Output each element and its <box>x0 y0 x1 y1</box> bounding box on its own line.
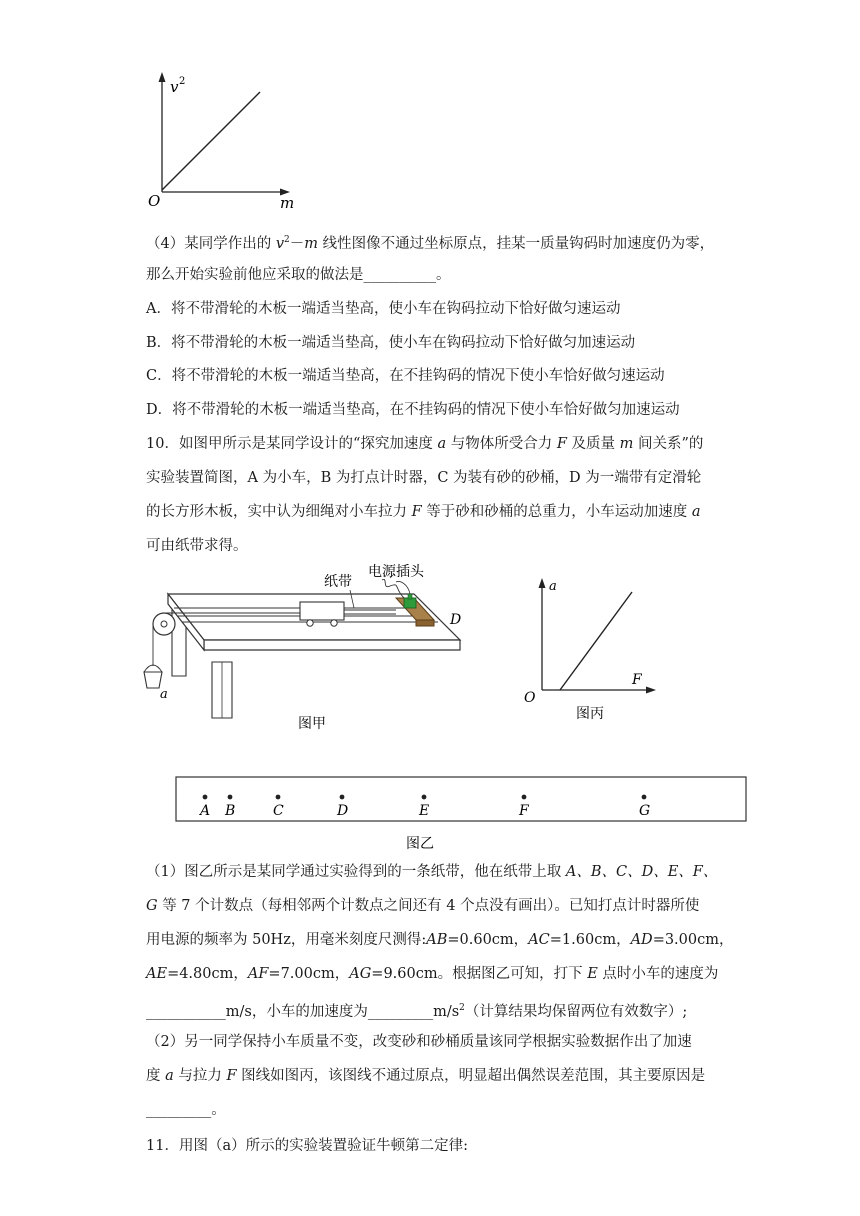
graph1-y-label: v <box>170 78 179 96</box>
tape-dot-E <box>422 795 427 800</box>
tape-dot-F <box>522 795 527 800</box>
q4-option-d: D．将不带滑轮的木板一端适当垫高，在不挂钩码的情况下使小车恰好做匀加速运动 <box>146 402 680 418</box>
caption-bing: 图丙 <box>576 706 604 722</box>
q4-option-c: C．将不带滑轮的木板一端适当垫高，在不挂钩码的情况下使小车恰好做匀速运动 <box>146 368 665 384</box>
label-a: a <box>160 687 168 702</box>
q4-option-a: A．将不带滑轮的木板一端适当垫高，使小车在钩码拉动下恰好做匀速运动 <box>146 301 621 317</box>
graph1-origin: O <box>148 192 161 210</box>
tape-dot-B <box>228 795 233 800</box>
q10-line4: 可由纸带求得。 <box>146 538 248 554</box>
q4-line2: 那么开始实验前他应采取的做法是__________。 <box>146 267 451 283</box>
q4-line1: （4）某同学作出的 $v^2-m$ 线性图像不通过坐标原点，挂某一质量钩码时加速度仍为零， <box>146 235 715 252</box>
tape-dot-D <box>340 795 345 800</box>
part1-line4: AE=4.80cm，AF=7.00cm，AG=9.60cm。根据图乙可知，打下 E 点时小车的速度为 <box>146 966 719 982</box>
tape-label-G: G <box>639 803 651 819</box>
tape-label-E: E <box>419 803 430 819</box>
part2-line1: （2）另一同学保持小车质量不变，改变砂和砂桶质量该同学根据实验数据作出了加速 <box>146 1034 692 1050</box>
part1-line3: 用电源的频率为 50Hz，用毫米刻度尺测得:AB=0.60cm，AC=1.60cm，AD=3.00cm， <box>146 932 734 948</box>
label-D: D <box>450 612 462 628</box>
label-paper-tape: 纸带 <box>324 574 352 590</box>
q10-line3: 的长方形木板，实中认为细绳对小车拉力 F 等于砂和砂桶的总重力，小车运动加速度 a <box>146 504 701 520</box>
tape-dot-A <box>203 795 208 800</box>
part1-line5: ___________m/s，小车的加速度为$\_\_\_\_\_\_\_\_\_m/s^2$（计算结果均保留两位有效数字）; <box>146 1003 688 1020</box>
dot-timer <box>404 598 416 608</box>
part2-line2: 度 a 与拉力 F 图线如图丙，该图线不通过原点，明显超出偶然误差范围，其主要原因是 <box>146 1068 706 1084</box>
tape-dot-G <box>642 795 647 800</box>
tape-label-A: A <box>200 803 211 819</box>
tape-dot-C <box>276 795 281 800</box>
paper-tape-figure <box>172 774 752 856</box>
graph-bing-y-label: a <box>549 579 557 594</box>
v2-m-graph <box>140 68 300 214</box>
graph1-y-sup: 2 <box>179 76 186 87</box>
caption-jia: 图甲 <box>298 716 326 732</box>
part2-line3: _________。 <box>146 1102 226 1118</box>
a-F-graph <box>516 572 666 728</box>
q10-line1: 10．如图甲所示是某同学设计的“探究加速度 a 与物体所受合力 F 及质量 m 间关系”的 <box>146 436 704 452</box>
part1-line2: G 等 7 个计数点（每相邻两个计数点之间还有 4 个点没有画出）。已知打点计时器所使 <box>146 898 700 914</box>
part1-line1: （1）图乙所示是某同学通过实验得到的一条纸带，他在纸带上取 A、B、C、D、E、F、 <box>146 864 718 880</box>
graph-bing-origin: O <box>524 690 536 706</box>
graph1-x-label: m <box>280 194 295 212</box>
tape-label-C: C <box>273 803 284 819</box>
apparatus-figure <box>138 558 474 740</box>
q11-line: 11．用图（a）所示的实验装置验证牛顿第二定律: <box>146 1138 468 1154</box>
cart <box>300 602 344 620</box>
label-power-plug: 电源插头 <box>368 564 424 580</box>
caption-yi: 图乙 <box>406 836 434 852</box>
q10-line2: 实验装置简图，A 为小车，B 为打点计时器，C 为装有砂的砂桶，D 为一端带有定滑轮 <box>146 470 702 486</box>
tape-label-B: B <box>225 803 236 819</box>
q4-option-b: B．将不带滑轮的木板一端适当垫高，使小车在钩码拉动下恰好做匀加速运动 <box>146 335 636 351</box>
paper-tape <box>176 777 746 821</box>
tape-label-D: D <box>337 803 349 819</box>
graph-bing-x-label: F <box>632 672 642 688</box>
tape-label-F: F <box>519 803 529 819</box>
sand-bucket <box>144 672 162 688</box>
